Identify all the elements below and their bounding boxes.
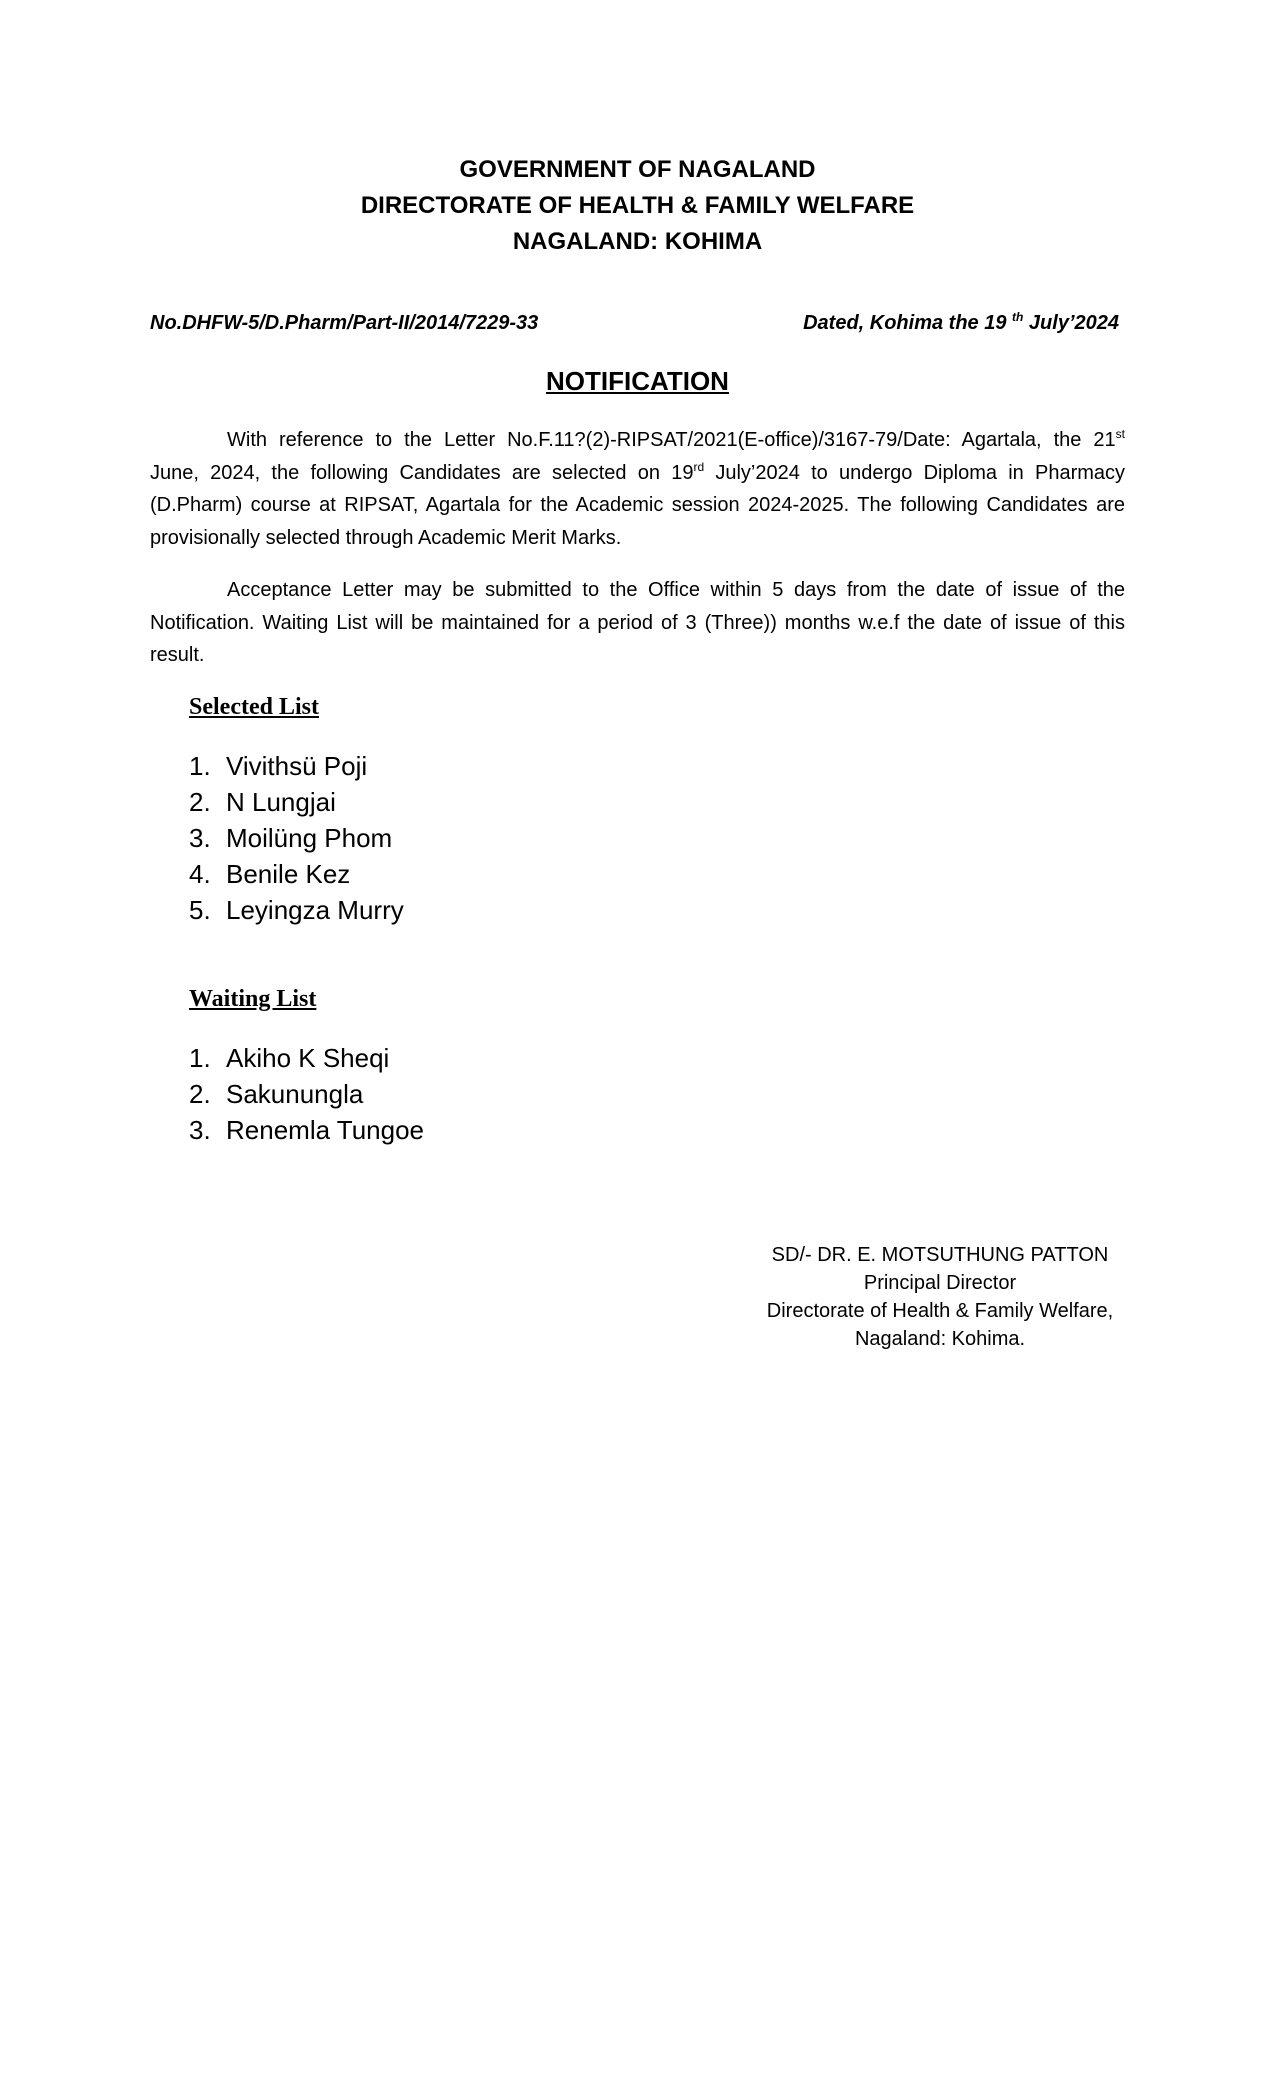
item-number: 5. [189,895,211,925]
notification-title: NOTIFICATION [546,366,729,396]
letterhead-line-2: DIRECTORATE OF HEALTH & FAMILY WELFARE [360,192,915,219]
candidate-name: Renemla Tungoe [226,1115,425,1145]
waiting-list [189,1040,424,1148]
item-number: 3. [189,823,211,853]
item-number: 2. [189,1079,211,1109]
date-suffix: July’2024 [1023,312,1119,334]
letterhead [0,152,1275,260]
paragraph-1-part-2: June, 2024, the following Candidates are selected on 19 [150,461,694,484]
paragraph-1-sup-2: rd [693,459,705,474]
selected-list-item [189,820,404,856]
paragraph-1-sup-1: st [1115,427,1125,441]
date-prefix: Dated, Kohima the 19 [803,312,1007,334]
candidate-name: Vivithsü Poji [226,751,368,781]
waiting-list-item [189,1112,424,1148]
paragraph-1-part-3: July’2024 to undergo Diploma in Pharmacy (D.Pharm) course at RIPSAT, Agartala for the Academic session 2024-2025. The following Candidates are provisionally selected through Academic Merit Marks. [150,461,1126,549]
waiting-list-item [189,1040,424,1076]
reference-number: No.DHFW-5/D.Pharm/Part-II/2014/7229-33 [150,312,539,334]
paragraph-1 [150,424,1125,554]
candidate-name: N Lungjai [226,787,336,817]
waiting-list-item [189,1076,424,1112]
item-number: 3. [189,1115,211,1145]
candidate-name: Moilüng Phom [226,823,393,853]
letterhead-line-1: GOVERNMENT OF NAGALAND [459,156,816,183]
item-number: 2. [189,787,211,817]
item-number: 4. [189,859,211,889]
letterhead-line-3: NAGALAND: KOHIMA [512,228,763,255]
paragraph-2: Acceptance Letter may be submitted to the Office within 5 days from the date of issue of the Notification. Waiting List will be maintained for a period of 3 (Three)) months w.e.f the date of issue of this result. [150,579,1125,666]
selected-list [189,748,404,928]
candidate-name: Sakunungla [226,1079,364,1109]
waiting-list-heading: Waiting List [189,986,317,1012]
date-superscript: th [1012,310,1024,324]
selected-list-item [189,748,404,784]
paragraph-1-part-1: With reference to the Letter No.F.11?(2)-RIPSAT/2021(E-office)/3167-79/Date: Agartala, the 21 [227,429,1116,451]
selected-list-item [189,856,404,892]
selected-list-item [189,892,404,928]
item-number: 1. [189,751,211,781]
signature-block [740,1241,1140,1353]
signatory-location: Nagaland: Kohima. [854,1328,1026,1350]
signatory-name: SD/- DR. E. MOTSUTHUNG PATTON [771,1244,1109,1266]
selected-list-heading: Selected List [189,694,319,720]
candidate-name: Akiho K Sheqi [226,1043,390,1073]
signatory-title: Principal Director [863,1272,1017,1294]
reference-date [803,312,1119,335]
item-number: 1. [189,1043,211,1073]
candidate-name: Benile Kez [226,859,351,889]
selected-list-item [189,784,404,820]
signatory-office: Directorate of Health & Family Welfare, [766,1300,1114,1322]
candidate-name: Leyingza Murry [226,895,404,925]
